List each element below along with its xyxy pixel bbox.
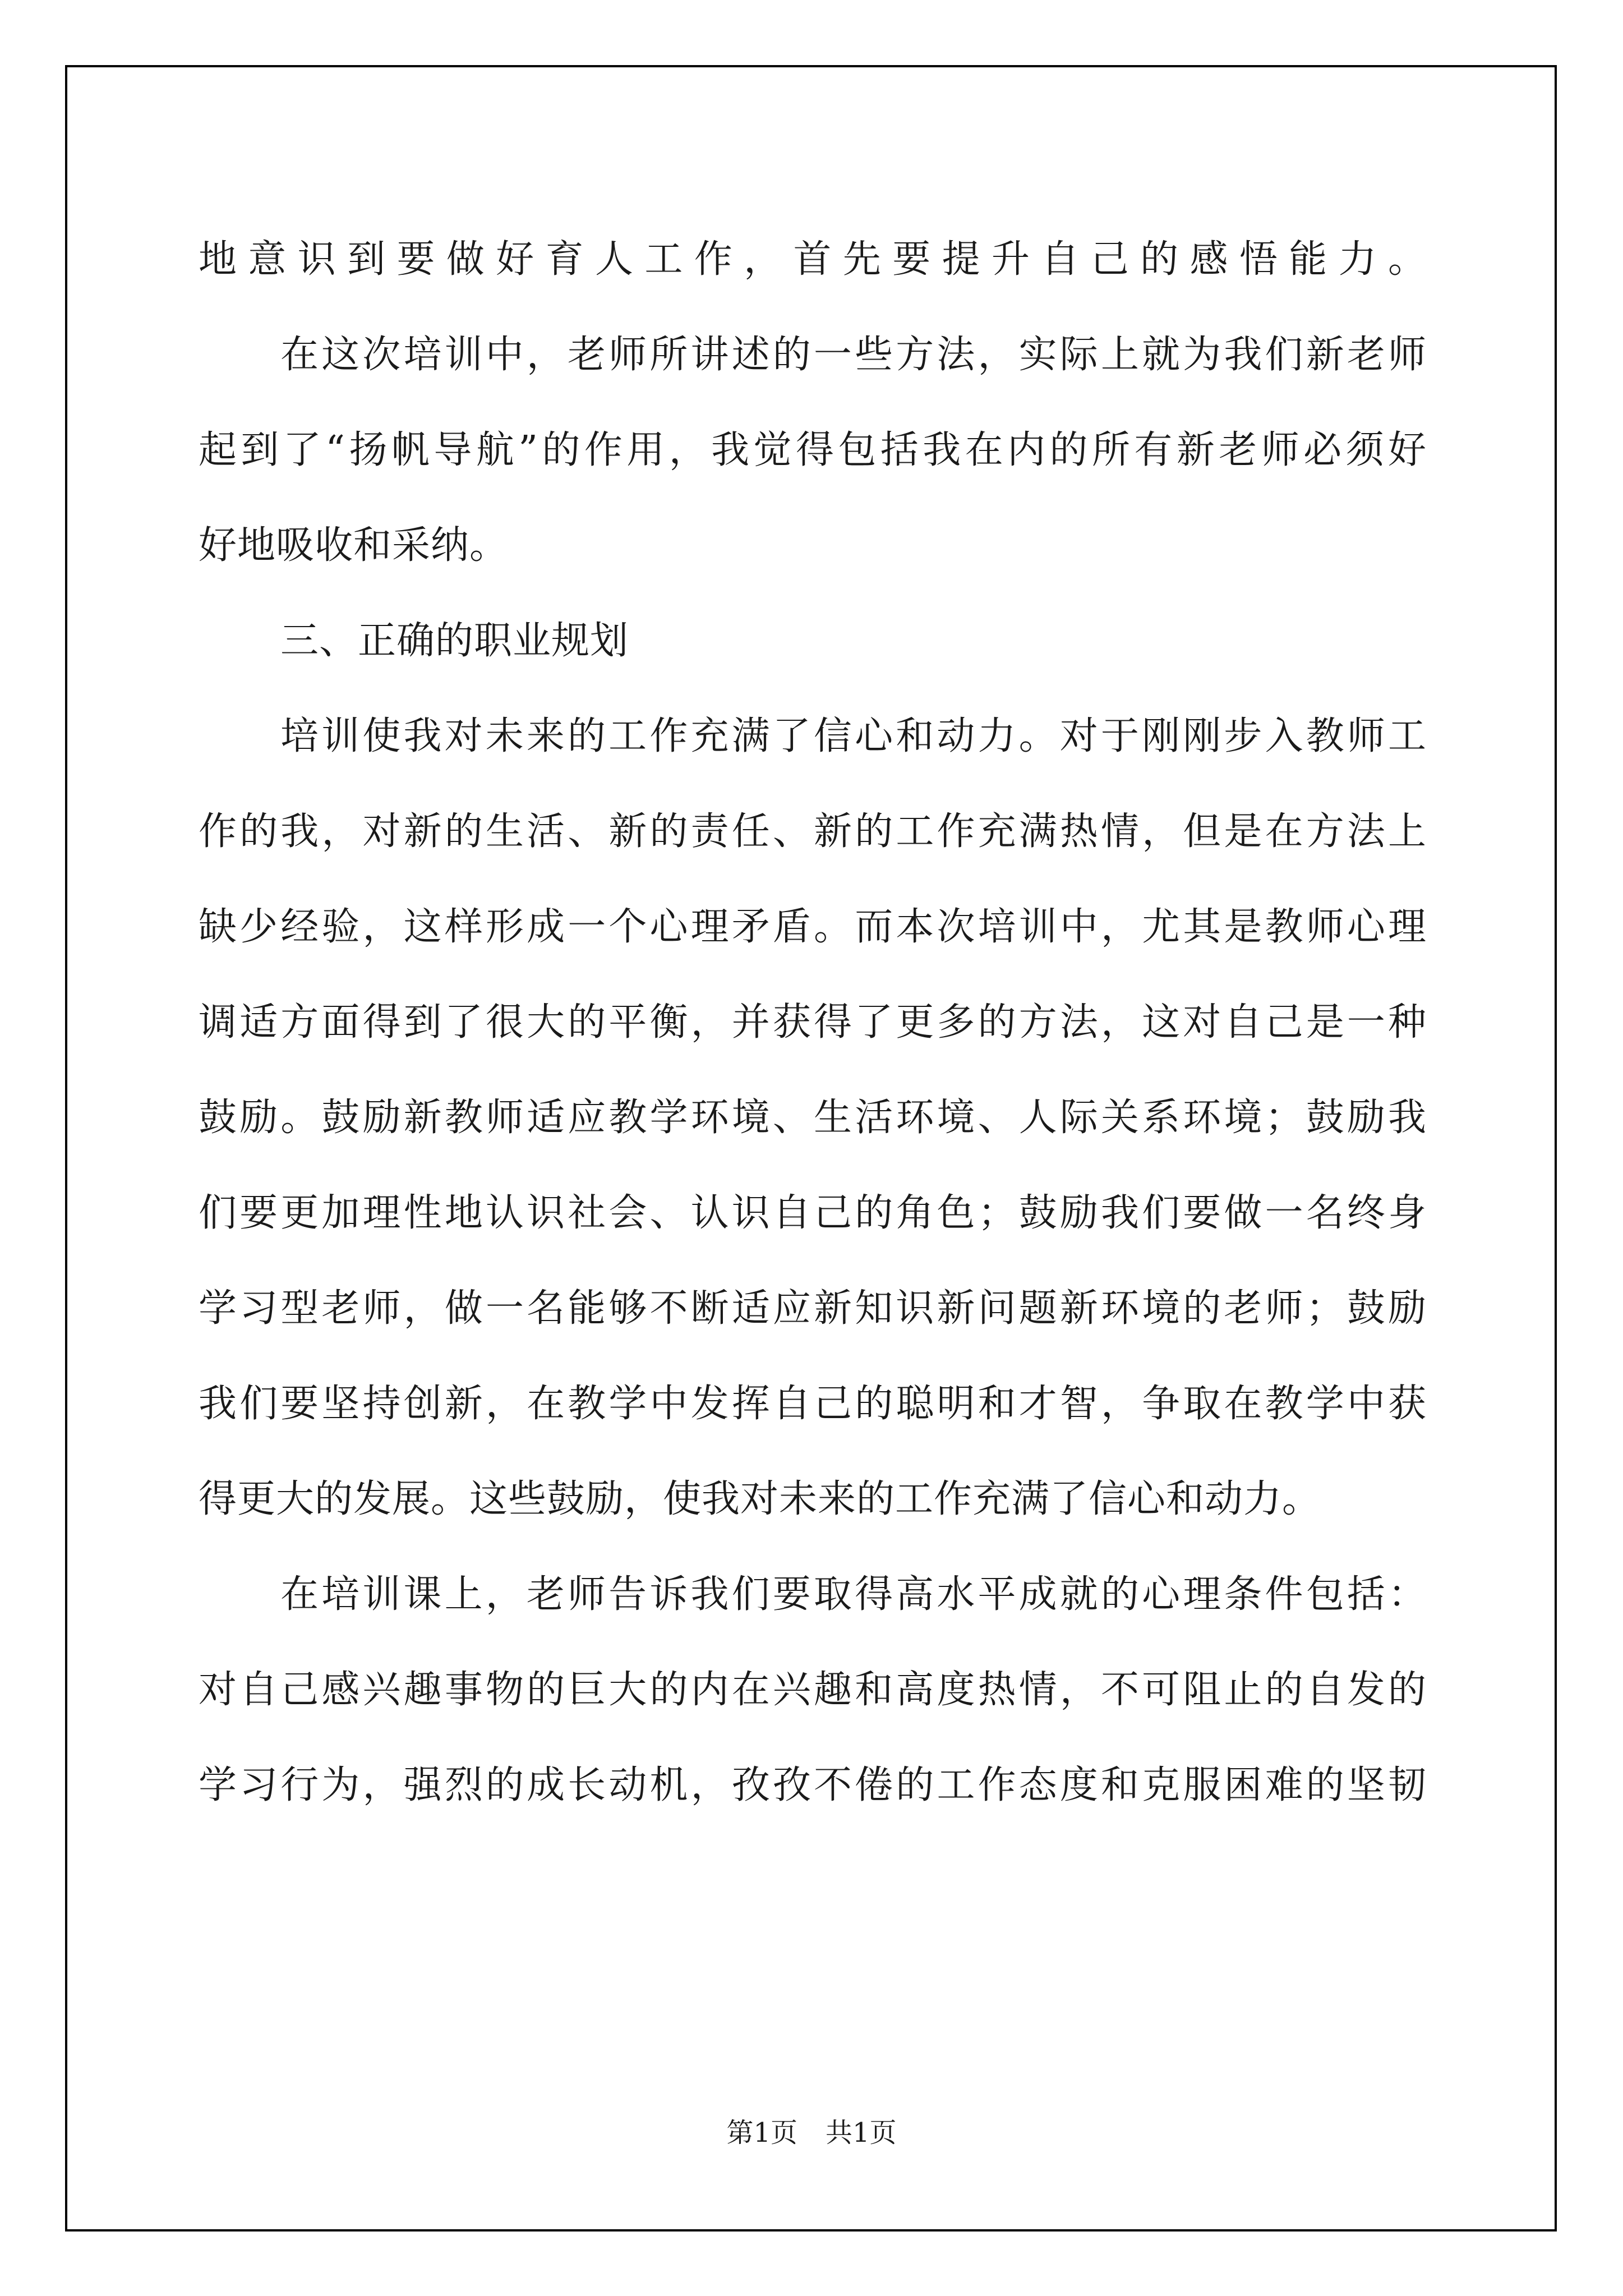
page-number: 第1页 <box>726 2117 797 2148</box>
text-line: 鼓励。鼓励新教师适应教学环境、生活环境、人际关系环境；鼓励我 <box>199 1096 1427 1140</box>
text-line: 作的我，对新的生活、新的责任、新的工作充满热情，但是在方法上 <box>199 809 1427 854</box>
text-line: 起到了“扬帆导航”的作用，我觉得包括我在内的所有新老师必须好 <box>199 428 1427 472</box>
text-line: 地意识到要做好育人工作，首先要提升自己的感悟能力。 <box>199 237 1427 282</box>
text-line: 我们要坚持创新，在教学中发挥自己的聪明和才智，争取在教学中获 <box>199 1382 1427 1426</box>
text-line: 在这次培训中，老师所讲述的一些方法，实际上就为我们新老师 <box>280 333 1427 377</box>
section-heading: 三、正确的职业规划 <box>280 619 629 663</box>
text-line: 们要更加理性地认识社会、认识自己的角色；鼓励我们要做一名终身 <box>199 1191 1427 1235</box>
text-line: 好地吸收和采纳。 <box>199 523 509 568</box>
text-line: 得更大的发展。这些鼓励，使我对未来的工作充满了信心和动力。 <box>199 1477 1321 1521</box>
text-line: 学习型老师，做一名能够不断适应新知识新问题新环境的老师；鼓励 <box>199 1286 1427 1331</box>
text-line: 在培训课上，老师告诉我们要取得高水平成就的心理条件包括： <box>280 1572 1427 1617</box>
page-count: 共1页 <box>826 2117 897 2148</box>
document-body <box>199 212 1427 1833</box>
text-line: 培训使我对未来的工作充满了信心和动力。对于刚刚步入教师工 <box>280 714 1427 758</box>
text-line: 对自己感兴趣事物的巨大的内在兴趣和高度热情，不可阻止的自发的 <box>199 1668 1427 1712</box>
page-footer <box>0 2116 1623 2150</box>
text-line: 学习行为，强烈的成长动机，孜孜不倦的工作态度和克服困难的坚韧 <box>199 1763 1427 1807</box>
text-line: 调适方面得到了很大的平衡，并获得了更多的方法，这对自己是一种 <box>199 1000 1427 1045</box>
text-line: 缺少经验，这样形成一个心理矛盾。而本次培训中，尤其是教师心理 <box>199 905 1427 949</box>
